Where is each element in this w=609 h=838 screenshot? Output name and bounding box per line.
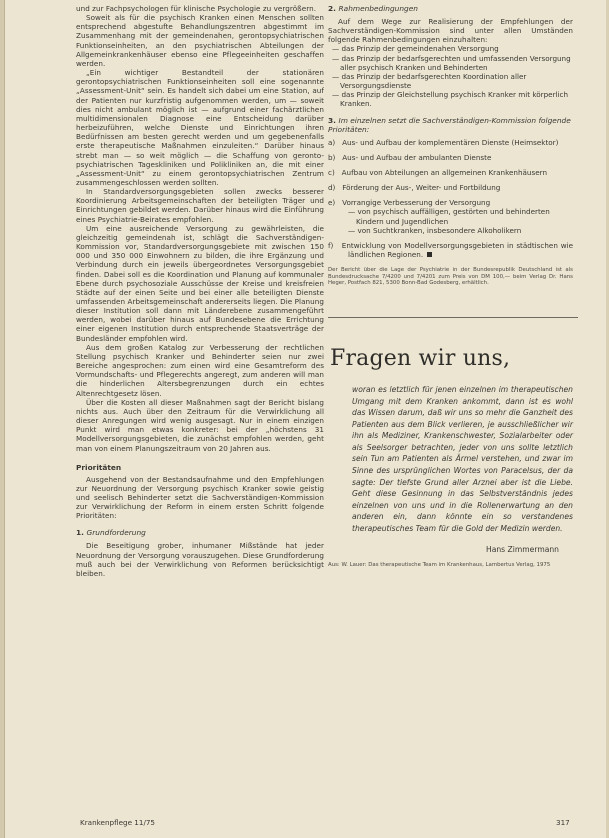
dash-list [328, 44, 573, 108]
journal-issue-folio: Krankenpflege 11/75 [80, 818, 156, 827]
list-item: a) Aus- und Aufbau der komplementären Dienste (Heimsektor) [328, 137, 559, 147]
source-citation: Aus: W. Lauer: Das therapeutische Team im Krankenhaus, Lambertus Verlag, 1975 [328, 561, 551, 568]
list-item: — das Prinzip der bedarfsgerechten Koordination aller Versorgungsdienste [332, 71, 527, 91]
left-column [76, 4, 324, 578]
right-column [328, 4, 573, 568]
paragraph: Soweit als für die psychisch Kranken einen Menschen sollten entsprechend abgestufte Behandlungszentren abgestimmt im Zusammenhang mit der gemeindenahen, gerontopsychiatrischen Funktionseinheiten, an den psychiatrischen Abteilungen der Allgemeinkrankenhäuser ebenso eine Pflegeeinheiten geschaffen werden. [76, 13, 324, 68]
paragraph: Ausgehend von der Bestandsaufnahme und den Empfehlungen zur Neuordnung der Versorgung psychisch Kranker sowie geistig und seelisch Behinderter setzt die Sachverständigen-Kommission zur Verwirklichung der Reform in einem ersten Schritt folgende Prioritäten: [76, 474, 324, 521]
page-fold-shadow [4, 0, 5, 838]
list-item: f) Entwicklung von Modellversorgungsgebieten in städtischen wie ländlichen Regionen. [328, 240, 573, 259]
list-item: d) Förderung der Aus-, Weiter- und Fortbildung [328, 183, 501, 193]
paragraph: Aus dem großen Katalog zur Verbesserung der rechtlichen Stellung psychisch Kranker und Behinderter seien nur zwei Bereiche angesprochen: zum einen wird eine Gesamtreform des Vormundschafts- und Pflegerechts angeregt, zum anderen will man die hinderlichen Altersbegrenzungen durch ein echtes Altenrechtgesetz lösen. [76, 342, 324, 398]
list-subitem: — von Suchtkranken, insbesondere Alkoholikern [348, 225, 522, 235]
essay-author: Hans Zimmermann [486, 544, 559, 554]
heading-title: Rahmenbedingungen [338, 4, 418, 13]
paragraph: Die Beseitigung grober, inhumaner Mißstände hat jeder Neuordnung der Versorgung vorauszugehen. Diese Grundforderung muß auch bei der Verwirklichung von Reformen berücksichtigt bleiben. [76, 541, 324, 578]
paragraph: Über die Kosten all dieser Maßnahmen sagt der Bericht bislang nichts aus. Auch über den Zeitraum für die Verwirklichung all dieser Anregungen wird wenig ausgesagt. Nur in einem einzigen Punkt wird man etwas konkreter: bei der „höchstens 31 Modellversorgungsgebieten, die zunächst empfohlen werden, geht man von einem Planungszeitraum von 20 Jahren aus. [76, 397, 324, 453]
heading-number: 1. [76, 528, 84, 538]
paragraph: In Standardversorgungsgebieten sollen zwecks besserer Koordinierung Arbeitsgemeinschaften der beteiligten Träger und Einrichtungen gebildet werden. Darüber hinaus wird die Einführung eines Psychiatrie-Beirates empfohlen. [76, 187, 324, 224]
section-divider [328, 317, 578, 318]
page-number: 317 [556, 818, 570, 827]
list-item: c) Aufbau von Abteilungen an allgemeinen Krankenhäusern [328, 167, 548, 177]
heading-number: 3. [328, 115, 336, 125]
essay-title: Fragen wir uns, [330, 345, 511, 371]
paragraph: Auf dem Wege zur Realisierung der Empfehlungen der Sachverständigen-Kommission sind unter allen Umständen folgende Rahmenbedingungen einzuhalten: [328, 17, 573, 45]
end-of-article-square-icon [427, 252, 432, 257]
list-item: — das Prinzip der gemeindenahen Versorgung [332, 44, 499, 54]
paragraph: „Ein wichtiger Bestandteil der stationären gerontopsychiatrischen Funktionseinheiten soll eine sogenannte „Assessment-Unit“ sein. Es handelt sich dabei um eine Station, auf der Patienten nur kurzfristig aufgenommen werden, um — soweit dies nicht ambulant möglich ist — aufgrund einer fachärztlichen multidimensionalen Diagnose eine Entscheidung darüber herbeizuführen, welche Dienste und Einrichtungen ihren Bedürfnissen am besten gerecht werden und um gegebenenfalls erste therapeutische Maßnahmen einzuleiten.“ Darüber hinaus strebt man — so weit möglich — die Schaffung von geronto-psychiatrischen Tageskliniken und Polikliniken an, die mit einer „Assessment-Unit“ zu einem gerontopsychiatrischen Zentrum zusammengeschlossen werden sollten. [76, 68, 324, 187]
list-item: b) Aus- und Aufbau der ambulanten Dienste [328, 152, 492, 162]
list-subitem: — von psychisch auffälligen, gestörten und behinderten Kindern und Jugendlichen [348, 207, 550, 226]
heading-title: Im einzelnen setzt die Sachverständigen-Kommission folgende Prioritäten: [328, 115, 571, 134]
footnote: Der Bericht über die Lage der Psychiatrie in der Bundesrepublik Deutschland ist als Bundesdrucksache 7/4200 und 7/4201 zum Preis von DM 100,— beim Verlag Dr. Hans Heger, Postfach 821, 5300 Bonn-Bad Godesberg, erhältlich. [328, 267, 573, 287]
lettered-list [328, 138, 573, 260]
list-item: e) Vorrangige Verbesserung der Versorgung [328, 198, 491, 208]
list-item: — das Prinzip der Gleichstellung psychisch Kranker mit körperlich Kranken. [332, 90, 569, 109]
paragraph: Um eine ausreichende Versorgung zu gewährleisten, die gleichzeitig gemeindenah ist, schlägt die Sachverständigen-Kommission vor, Standardversorgungsgebiete mit zwischen 150 000 und 350 000 Einwohnern zu bilden, die ihre Ergänzung und Verbindung durch ein jeweils übergeordnetes Versorgungsgebiet finden. Dabei soll es die Koordination und Planung auf kommunaler Ebene durch psychosoziale Ausschüsse der Kreise und kreisfreien Städte auf der einen Seite und bei einer alle beteiligten Dienste umfassenden Arbeitsgemeinschaft andererseits liegen. Die Planung dieser Institution soll dann mit Länderebene zusammengeführt werden, wobei darüber hinaus auf Bundesebene die Errichtung einer eigenen Institution durch entsprechende Staatsverträge der Bundesländer empfohlen wird. [76, 223, 324, 343]
heading-title: Grundforderung [86, 528, 146, 538]
essay-body: woran es letztlich für jenen einzelnen im therapeutischen Umgang mit dem Kranken ankommt, dann ist es wohl das Wissen darum, daß wir uns so mehr die Ganzheit des Patienten aus dem Blick verlieren, je ausschließlicher wir ihn als Mediziner, Krankenschwester, Sozialarbeiter oder als Seelsorger betrachten, jeder von uns sollte letztlich sein Tun am Patienten als Ärmel verstehen, und zwar im Sinne des ursprünglichen Wortes von Paracelsus, der da sagte: Der tiefste Grund aller Arznei aber ist die Liebe. Geht diese Gesinnung in das Selbstverständnis jedes einzelnen von uns und in die Rollenerwartung an den anderen ein, dann könnte ein so verstandenes therapeutisches Team für die Gold der Medizin werden. [352, 384, 573, 534]
section-heading-priorities: Prioritäten [76, 462, 122, 472]
list-item: — das Prinzip der bedarfsgerechten und umfassenden Versorgung aller psychisch Kranken und Behinderten [332, 53, 571, 72]
numbered-heading [328, 116, 573, 134]
heading-number: 2. [328, 4, 336, 13]
numbered-heading [328, 4, 573, 13]
paragraph: und zur Fachpsychologen für klinische Psychologie zu vergrößern. [76, 4, 317, 13]
numbered-heading [76, 528, 324, 537]
